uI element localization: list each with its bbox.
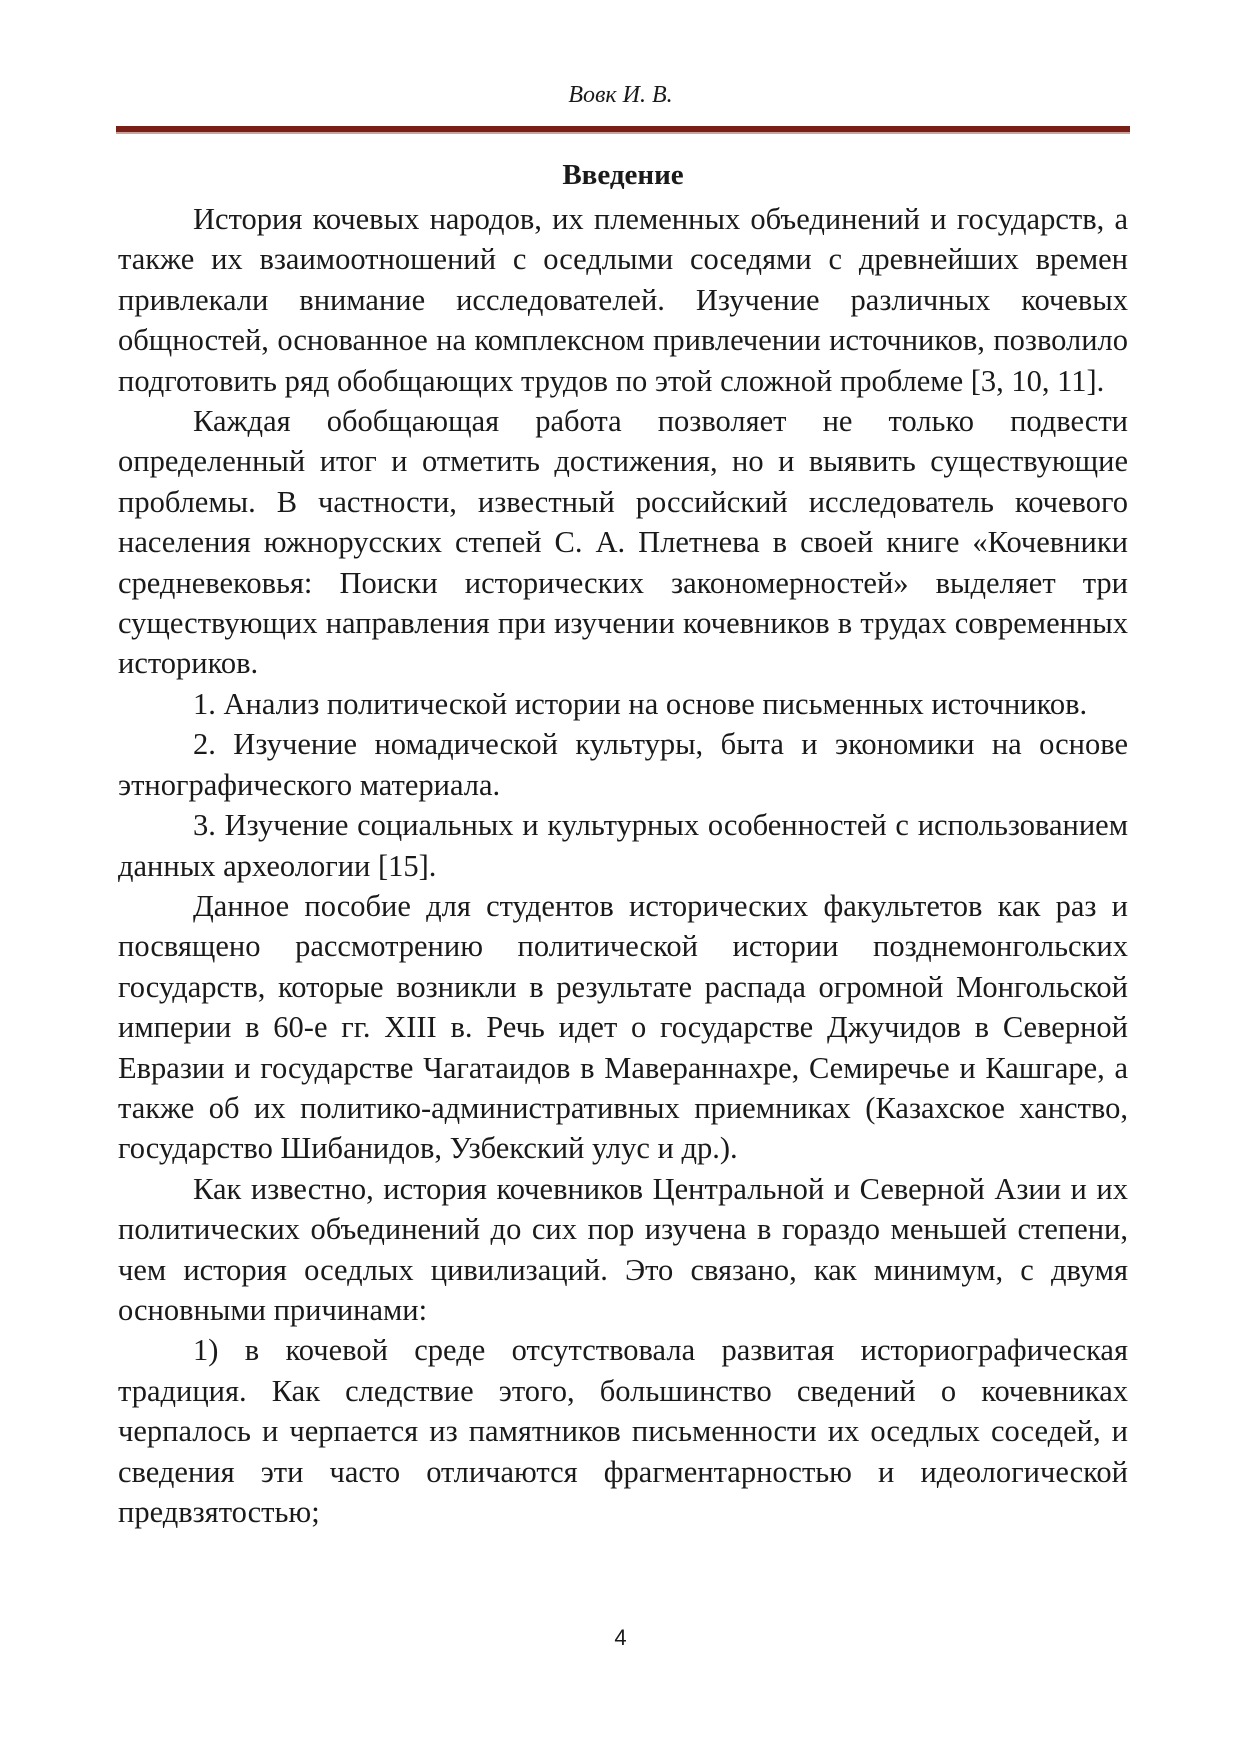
section-title: Введение xyxy=(562,159,684,191)
page-number: 4 xyxy=(614,1625,627,1650)
running-header-author: Вовк И. В. xyxy=(568,82,673,108)
reason-item-1: 1) в кочевой среде отсутствовала развитая историографическая традиция. Как следствие этого, большинство сведений о кочевниках черпалось и черпается из памятников письменности их оседлых соседей, и сведения эти часто отличаются фрагментарностью и идеологической предвзятостью; xyxy=(118,1333,1128,1529)
list-item-3: 3. Изучение социальных и культурных особенностей с использованием данных археологии [15]. xyxy=(118,808,1128,883)
paragraph-textbook-purpose: Данное пособие для студентов исторических факультетов как раз и посвящено рассмотрению политической истории позднемонгольских государств, которые возникли в результате распада огромной Монгольской империи в 60-е гг. XIII в. Речь идет о государстве Джучидов в Северной Евразии и государстве Чагатаидов в Мавераннахре, Семиречье и Кашгаре, а также об их политико-административных приемниках (Казахское ханство, государство Шибанидов, Узбекский улус и др.). xyxy=(118,888,1128,1166)
header-divider xyxy=(116,126,1130,134)
list-item-2: 2. Изучение номадической культуры, быта и экономики на основе этнографического материала. xyxy=(118,727,1128,802)
paragraph-research-reasons: Как известно, история кочевников Центральной и Северной Азии и их политических объединений до сих пор изучена в гораздо меньшей степени, чем история оседлых цивилизаций. Это связано, как минимум, с двумя основными причинами: xyxy=(118,1171,1128,1327)
list-item-1: 1. Анализ политической истории на основе письменных источников. xyxy=(193,686,1088,721)
main-text xyxy=(118,155,1128,1532)
paragraph-generalizing-work: Каждая обобщающая работа позволяет не только подвести определенный итог и отметить достижения, но и выявить существующие проблемы. В частности, известный российский исследователь кочевого населения южнорусских степей С. А. Плетнева в своей книге «Кочевники средневековья: Поиски исторических закономерностей» выделяет три существующих направления при изучении кочевников в трудах современных историков. xyxy=(118,404,1128,681)
paragraph-intro: История кочевых народов, их племенных объединений и государств, а также их взаимоотношений с оседлыми соседями с древнейших времен привлекали внимание исследователей. Изучение различных кочевых общностей, основанное на комплексном привлечении источников, позволило подготовить ряд обобщающих трудов по этой сложной проблеме [3, 10, 11]. xyxy=(118,202,1128,398)
